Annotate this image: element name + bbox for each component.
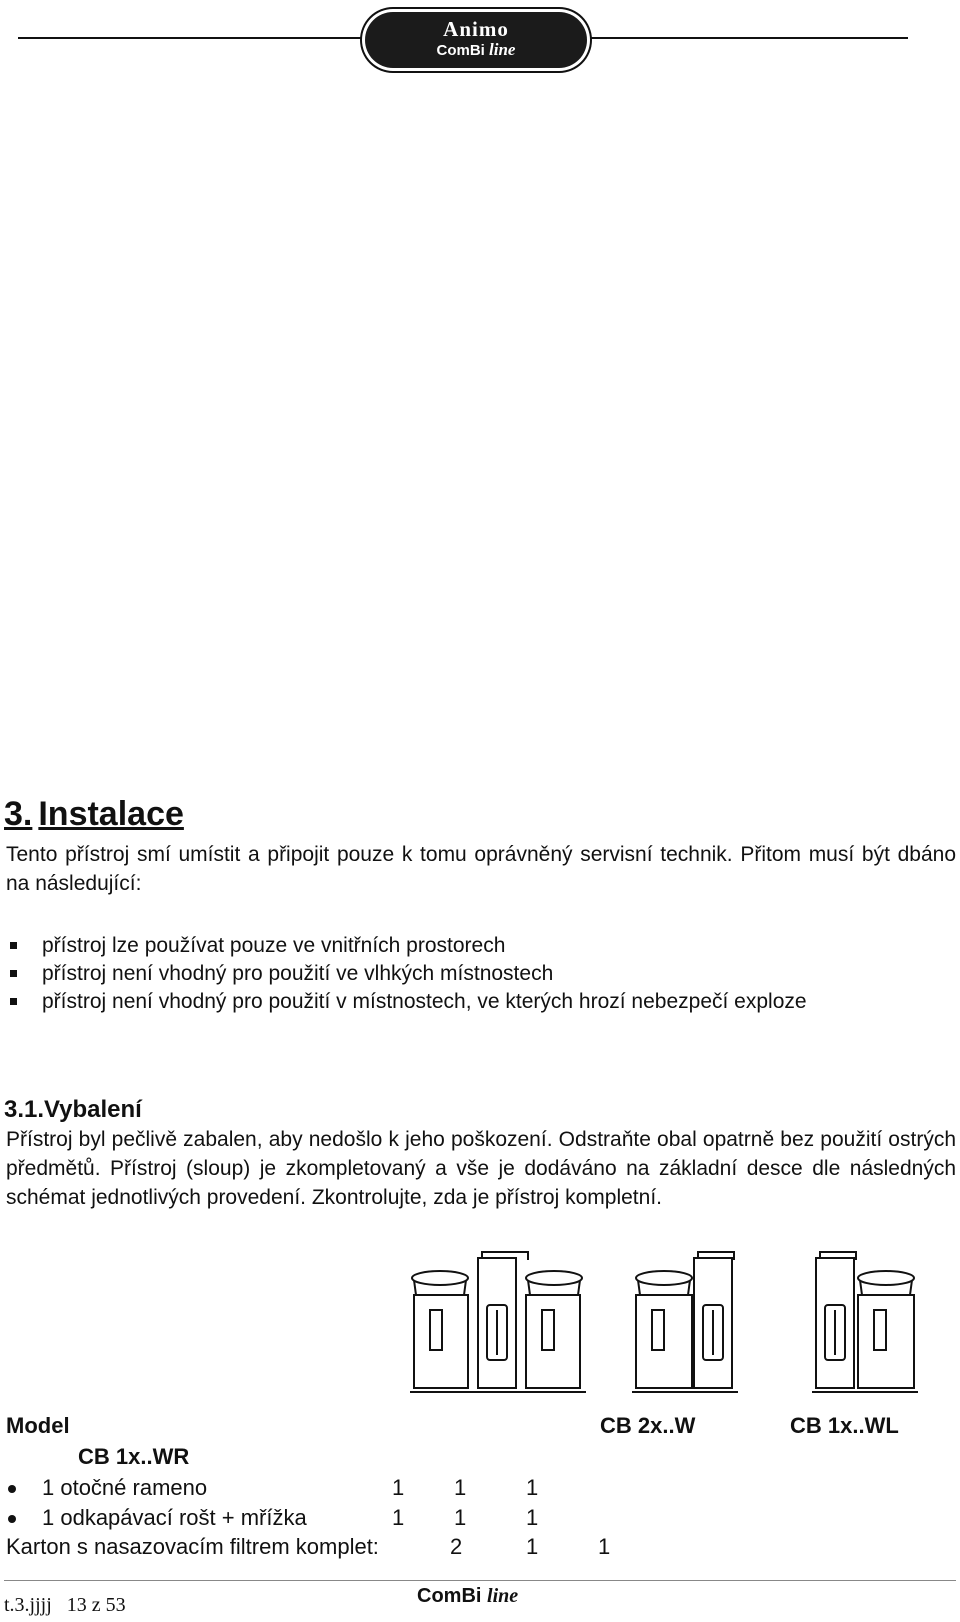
row-value: 1 [526,1505,539,1530]
unpacking-paragraph: Přístroj byl pečlivě zabalen, aby nedošlo k jeho poškození. Odstraňte obal opatrně bez použití ostrých předmětů. Přístroj (sloup) je zkompletovaný a vše je dodáváno na základní desce dle následných schémat jednotlivých provedení. Zkontrolujte, zda je přístroj kompletní. [6,1128,956,1209]
row-label-karton: Karton s nasazovacím filtrem komplet: [6,1534,379,1559]
list-item: přístroj lze používat pouze ve vnitřních prostorech [6,932,956,960]
row-value: 1 [526,1475,539,1500]
row-value: 1 [392,1505,405,1530]
row-value: 2 [450,1534,463,1559]
list-item: přístroj není vhodný pro použití ve vlhkých místnostech [6,960,956,988]
cb-2x-w-illustration [410,1250,588,1398]
table-header-label: Model [6,1413,70,1438]
row-value: 1 [454,1505,467,1530]
bullet-dot [8,1485,16,1493]
row-label-rost: 1 odkapávací rošt + mřížka [42,1505,307,1530]
list-item: přístroj není vhodný pro použití v místnostech, ve kterých hrozí nebezpečí exploze [6,988,956,1016]
intro-paragraph: Tento přístroj smí umístit a připojit pouze k tomu oprávněný servisní technik. Přitom musí být dbáno na následující: [6,843,956,895]
header-rule-left [18,37,363,39]
requirements-list [6,932,956,1016]
section-title: Instalace [38,795,184,833]
footer-rule [4,1580,956,1581]
cb-1x-wl-illustration [630,1250,742,1398]
footer-combi-logo: ComBi line [417,1585,519,1607]
section-heading [4,795,184,834]
header-rule-right [588,37,908,39]
model-cb-1x-wl: CB 1x..WL [790,1413,899,1438]
model-cb-2x-w: CB 2x..W [600,1413,696,1438]
logo-combi-text: ComBi line [436,40,516,59]
page-reference: t.3.jjjj 13 z 53 [4,1594,126,1616]
animo-combi-logo [365,12,587,68]
section-number: 3. [4,795,33,833]
logo-animo-text: Animo [443,17,509,41]
model-cb-1x-wr: CB 1x..WR [78,1444,190,1469]
row-label-rameno: 1 otočné rameno [42,1475,208,1500]
bullet-dot [8,1515,16,1523]
row-value: 1 [454,1475,467,1500]
subsection-heading: 3.1.Vybalení [4,1096,142,1123]
row-value: 1 [598,1534,611,1559]
row-value: 1 [526,1534,539,1559]
row-value: 1 [392,1475,405,1500]
cb-1x-wr-illustration [810,1250,922,1398]
